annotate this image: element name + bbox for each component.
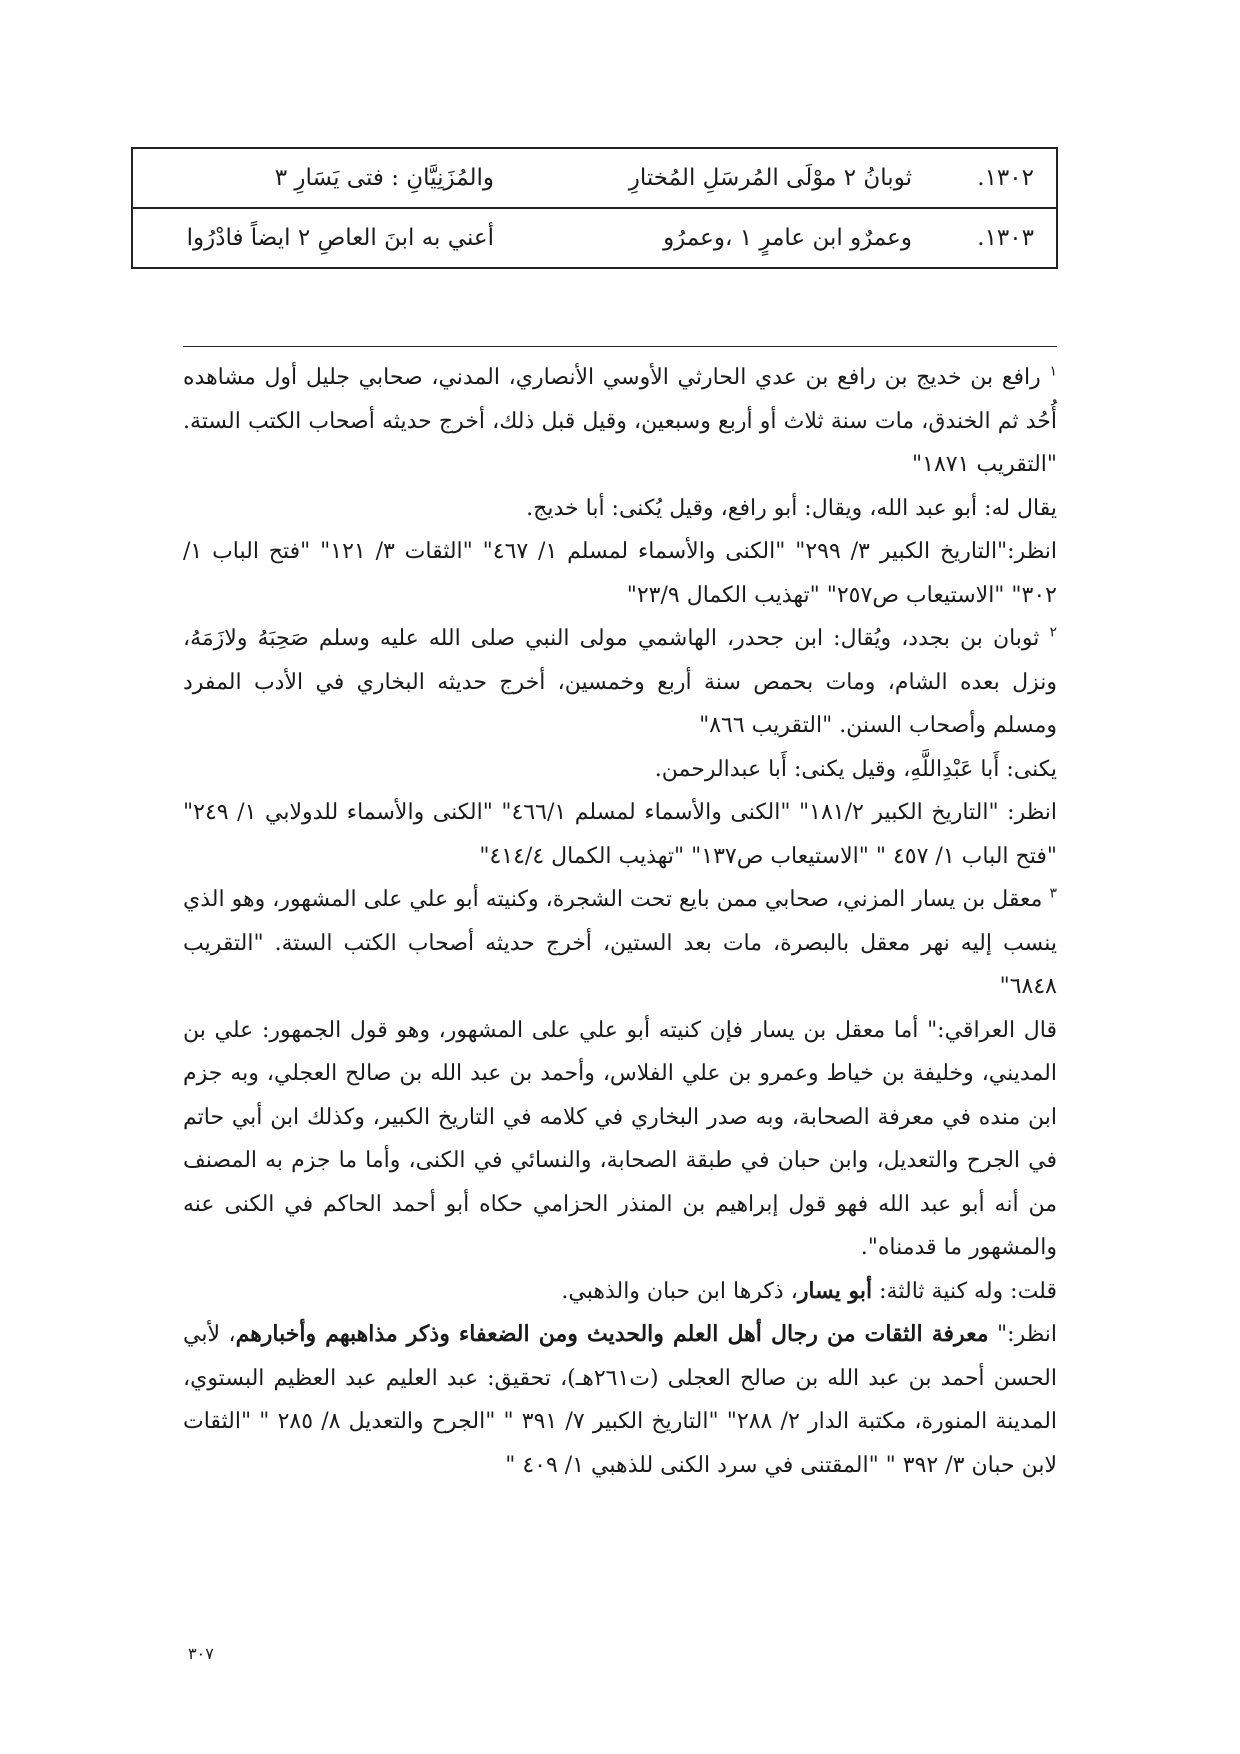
footnote-text: ثوبان بن بجدد، ويُقال: ابن جحدر، الهاشمي مولى النبي صلى الله عليه وسلم صَحِبَهُ ولازَمَهُ، ونزل بعده الشام، ومات بحمص سنة أربع وخمسين، أخرج حديثه البخاري في الأدب المفرد ومسلم وأصحاب السنن. "التقريب ٨٦٦" <box>183 626 1057 738</box>
footnote-3 <box>183 878 1057 1009</box>
footnote-references: انظر: "التاريخ الكبير ١٨١/٢" "الكنى والأسماء لمسلم ٤٦٦/١" "الكنى والأسماء للدولابي ١/ ٢٤٩" "فتح الباب ١/ ٤٥٧ " "الاستيعاب ص١٣٧" "تهذيب الكمال ٤١٤/٤" <box>183 800 1058 869</box>
footnote-1 <box>183 356 1057 487</box>
book-title: معرفة الثقات من رجال أهل العلم والحديث ومن الضعفاء وذكر مذاهبهم وأخبارهم <box>235 1321 989 1347</box>
verse-second-hemistich: والمُزَنِيَّانِ : فتى يَسَارِ ٣ <box>132 148 534 208</box>
footnote-references: انظر:" معرفة الثقات من رجال أهل العلم والحديث ومن الضعفاء وذكر مذاهبهم وأخبارهم، لأبي الحسن أحمد بن عبد الله بن صالح العجلى (ت٢٦١هـ)، تحقيق: عبد العليم عبد العظيم البستوي، المدينة المنورة، مكتبة الدار ٢/ ٢٨٨" "التاريخ الكبير ٧/ ٣٩١ " "الجرح والتعديل ٨/ ٢٨٥ " "الثقات لابن حبان ٣/ ٣٩٢ " "المقتنى في سرد الكنى للذهبي ١/ ٤٠٩ " <box>183 1321 1058 1478</box>
footnote-quote: قال العراقي:" أما معقل بن يسار فإن كنيته أبو علي على المشهور، وهو قول الجمهور: علي بن المديني، وخليفة بن خياط وعمرو بن علي الفلاس، وأحمد بن عبد الله بن صالح العجلي، وبه جزم ابن منده في معرفة الصحابة، وبه صدر البخاري في كلامه في التاريخ الكبير، وكذلك ابن أبي حاتم في الجرح والتعديل، وابن حبان في طبقة الصحابة، والنسائي في الكنى، وأما ما جزم به المصنف من أنه أبو عبد الله فهو قول إبراهيم بن المنذر الحزامي حكاه أبو أحمد الحاكم في الكنى عنه والمشهور ما قدمناه". <box>183 1017 1057 1260</box>
footnote-2 <box>183 617 1057 748</box>
footnote-references: انظر:"التاريخ الكبير ٣/ ٢٩٩" "الكنى والأسماء لمسلم ١/ ٤٦٧" "الثقات ٣/ ١٢١" "فتح الباب ١/ ٣٠٢" "الاستيعاب ص٢٥٧" "تهذيب الكمال ٢٣/٩" <box>183 539 1058 608</box>
footnote-separator <box>183 346 1057 347</box>
page-number: ٣٠٧ <box>188 1644 214 1663</box>
verse-first-hemistich: ثوبانُ ٢ موْلَى المُرسَلِ المُختارِ <box>534 148 930 208</box>
footnotes <box>183 356 1057 1487</box>
verse-row <box>132 208 1057 268</box>
footnote-kunya: يكنى: أَبا عَبْدِاللَّهِ، وقيل يكنى: أَبا عبدالرحمن. <box>654 756 1057 782</box>
footnote-text: رافع بن خديج بن رافع بن عدي الحارثي الأوسي الأنصاري، المدني، صحابي جليل أول مشاهده أُحُد ثم الخندق، مات سنة ثلاث أو أربع وسبعين، وقيل قبل ذلك، أخرج حديثه أصحاب الكتب الستة. "التقريب ١٨٧١" <box>183 365 1057 477</box>
footnote-kunya: يقال له: أبو عبد الله، ويقال: أبو رافع، وقيل يُكنى: أبا خديج. <box>526 495 1057 521</box>
verse-row <box>132 148 1057 208</box>
verse-first-hemistich: وعمرٌو ابن عامرٍ ١ ،وعمرُو <box>534 208 930 268</box>
verse-number: ١٣٠٣. <box>930 208 1057 268</box>
footnote-text: معقل بن يسار المزني، صحابي ممن بايع تحت الشجرة، وكنيته أبو علي على المشهور، وهو الذي ينسب إليه نهر معقل بالبصرة، مات بعد الستين، أخرج حديثه أصحاب الكتب الستة. "التقريب ٦٨٤٨" <box>183 887 1057 999</box>
verse-second-hemistich: أعني به ابنَ العاصِ ٢ ايضاً فادْرُوا <box>132 208 534 268</box>
footnote-comment: قلت: وله كنية ثالثة: أبو يسار، ذكرها ابن حبان والذهبي. <box>561 1277 1057 1304</box>
kunya-highlight: أبو يسار <box>797 1277 873 1304</box>
verse-table <box>131 147 1058 269</box>
footnote-marker: ٢ <box>1049 624 1058 641</box>
verse-number: ١٣٠٢. <box>930 148 1057 208</box>
footnote-marker: ٣ <box>1049 885 1057 902</box>
footnote-marker: ١ <box>1049 363 1057 380</box>
